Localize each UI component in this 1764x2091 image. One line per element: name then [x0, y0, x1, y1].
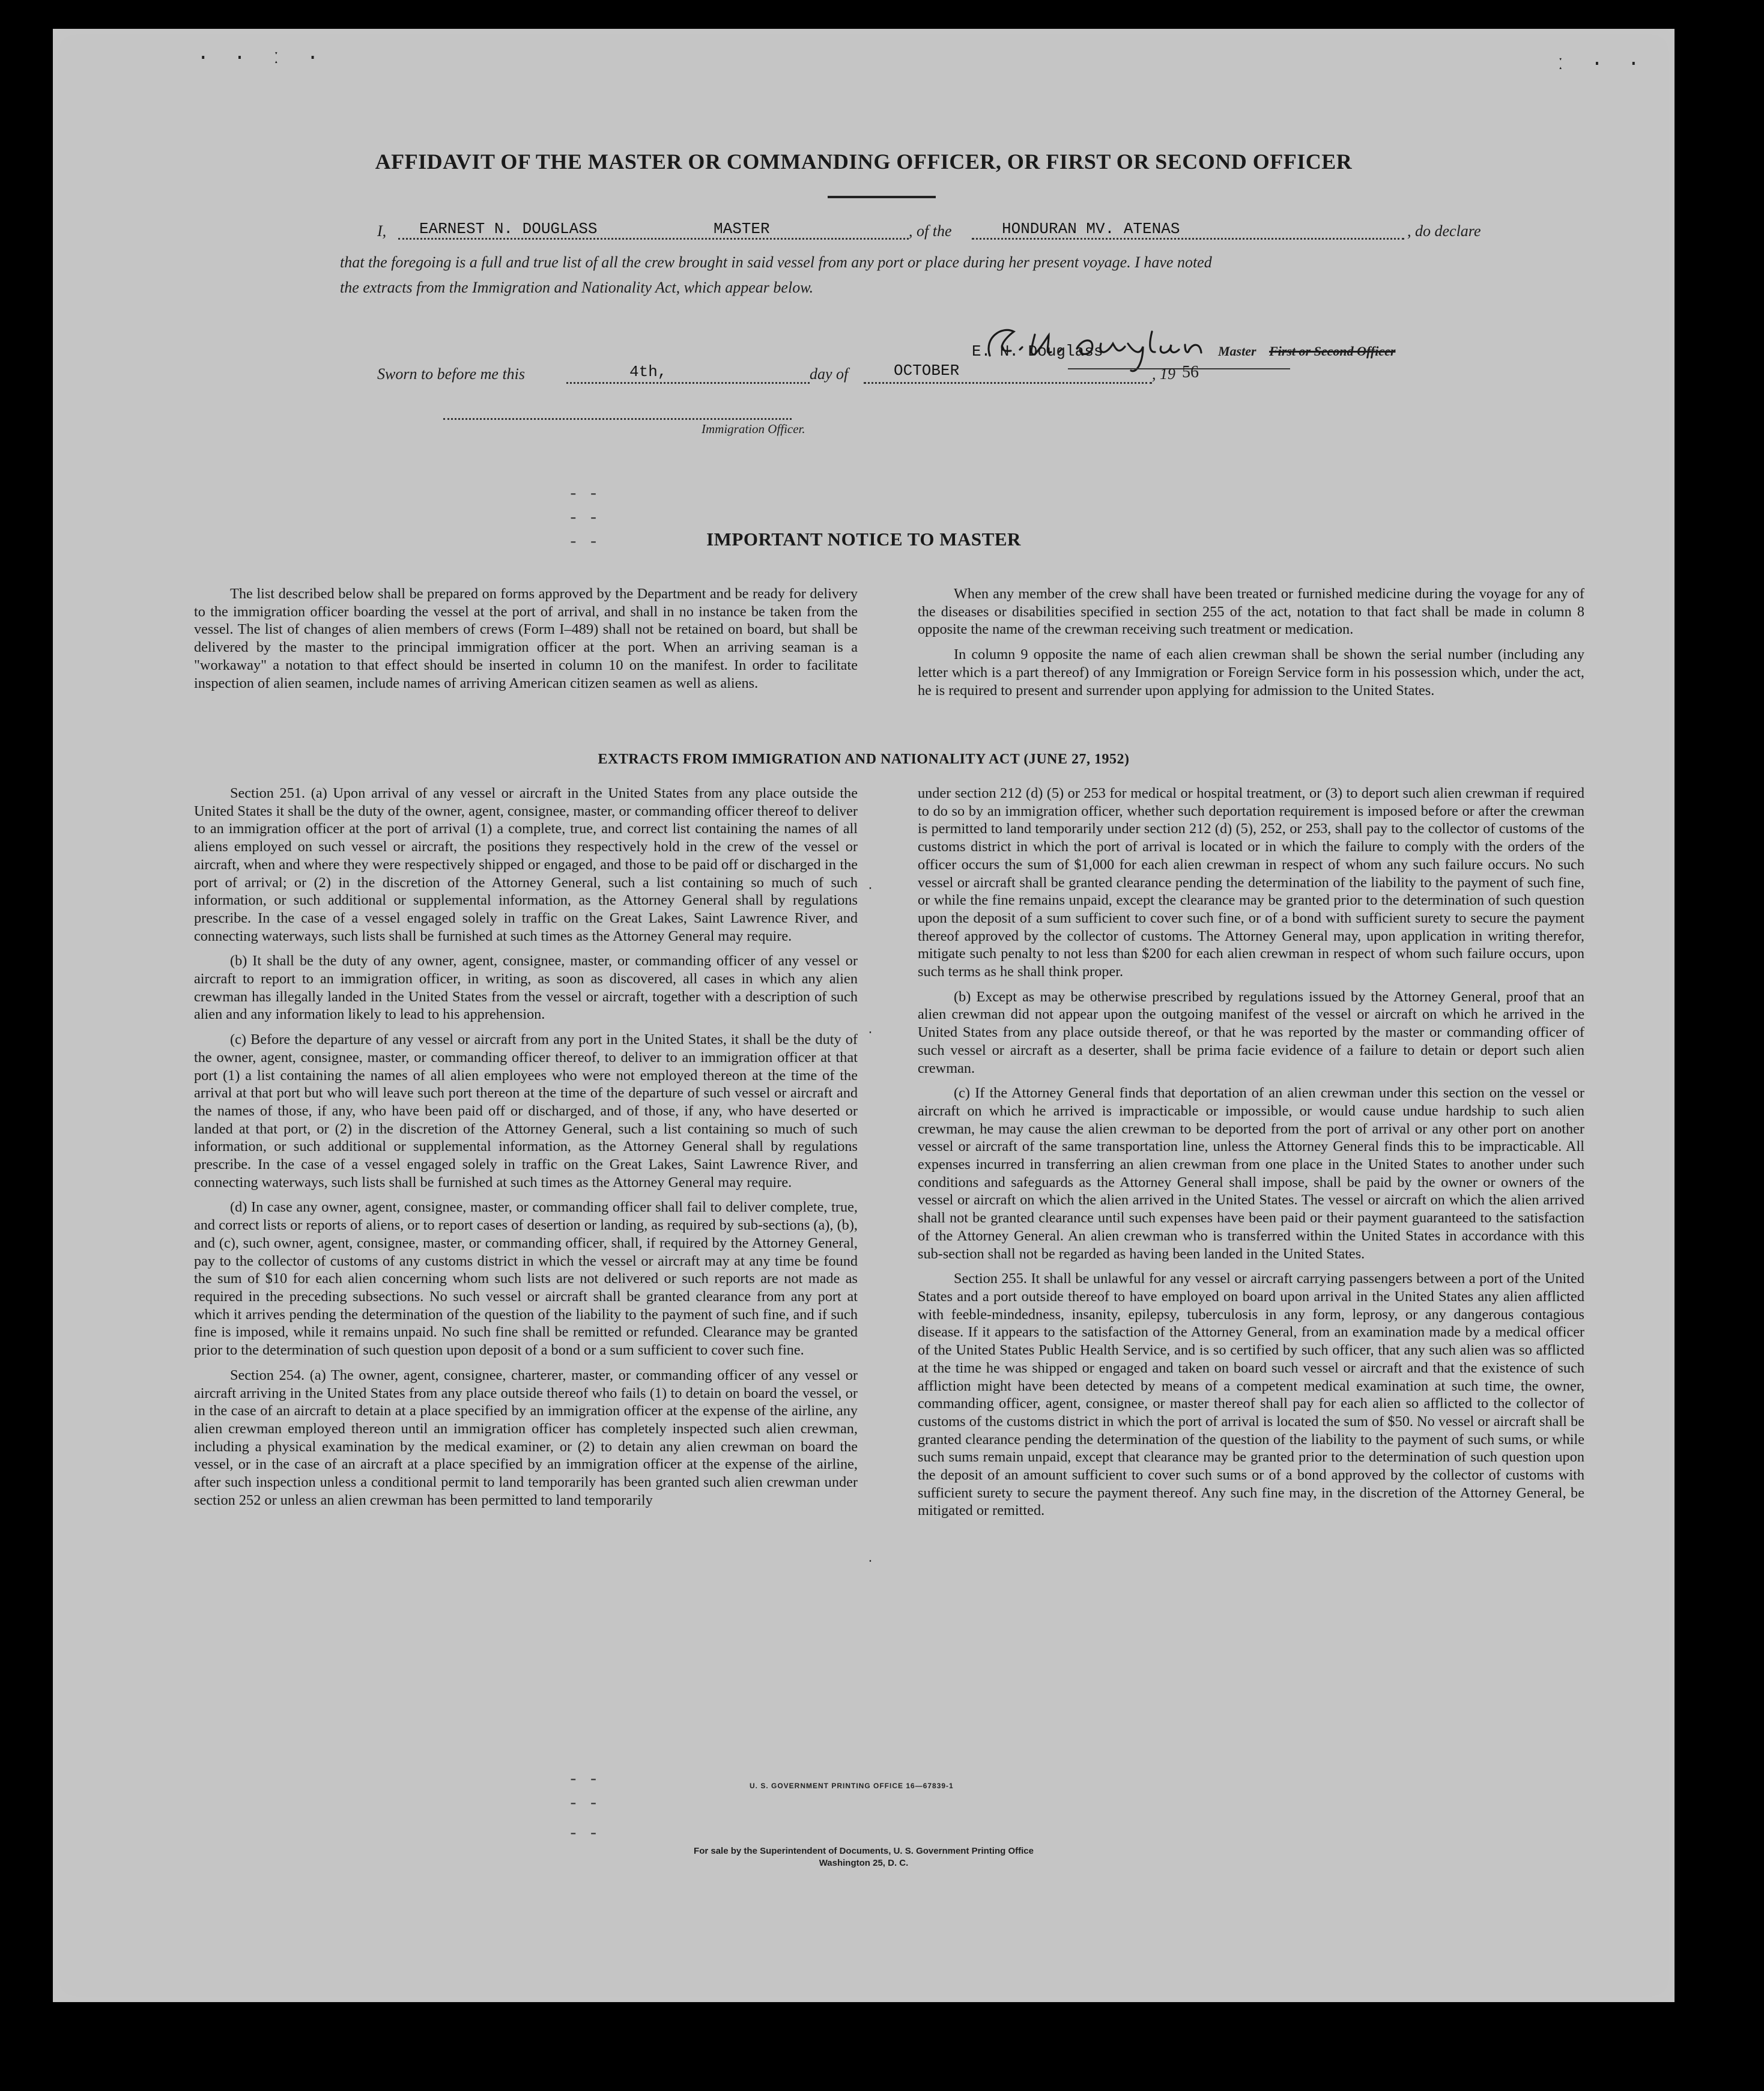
margin-mark: - - [568, 1771, 599, 1789]
extract-paragraph: (d) In case any owner, agent, consignee, master, or commanding officer shall fail to deliver complete, true, and correct lists or reports of aliens, or to report cases of desertion or landing, as required by sub-sections (a), (b), and (c), such owner, agent, consignee, master, or commanding officer, shall, if required by the Attorney General, pay to the collector of customs of any customs district in which the vessel or aircraft may at any time be found the sum of $10 for each alien concerning whom such lists are not delivered or such reports are not made as required in the preceding subsections. No such vessel or aircraft shall be granted clearance from any port at which it arrives pending the determination of the question of the liability to the payment of such fine, and if such fine is imposed, while it remains unpaid. No such fine shall be remitted or refunded. Clearance may be granted prior to the determination of such question upon deposit of a bond or a sum sufficient to cover such fine. [194, 1199, 858, 1359]
of-the-label: , of the [909, 222, 952, 240]
name-rule [398, 238, 909, 240]
month-rule [864, 382, 1152, 384]
declaration-line-1: that the foregoing is a full and true list of all the crew brought in said vessel from any port or place during her present voyage. I have noted [340, 253, 1212, 271]
scan-specks: · · ː · [197, 47, 325, 70]
signature-title-struck: First or Second Officer [1269, 344, 1396, 359]
typed-signature-name: E. N. Douglass [972, 342, 1103, 360]
printing-office-line: U. S. GOVERNMENT PRINTING OFFICE 16—67839-1 [750, 1782, 954, 1790]
day-rule [566, 382, 810, 384]
column-dot: · [867, 1555, 874, 1568]
notice-paragraph: In column 9 opposite the name of each alien crewman shall be shown the serial number (including any letter which is a part thereof) of any Immigration or Foreign Service form in his possession which, under the act, he is required to present and surrender upon applying for admission to the United States. [918, 646, 1584, 699]
column-dot: · [867, 882, 874, 896]
extract-paragraph: (b) It shall be the duty of any owner, agent, consignee, master, or commanding officer of any vessel or aircraft to report to an immigration officer, in writing, as soon as discovered, all cases in which any alien crewman has illegally landed in the United States from the vessel or aircraft, together with a description of such alien and any information likely to lead to his apprehension. [194, 953, 858, 1023]
extract-paragraph: (c) If the Attorney General finds that deportation of an alien crewman under this section on the vessel or aircraft on which he arrived is impracticable or impossible, or would cause undue hardship to such alien crewman, he may cause the alien crewman to be deported from the port of arrival or any other port on another vessel or aircraft of the same transportation line, unless the Attorney General finds this to be impracticable. All expenses incurred in transferring an alien crewman from one place in the United States to another under such conditions and safeguards as the Attorney General shall impose, shall be paid by the owner or owners of the vessel or aircraft on which the alien arrived in the United States. The vessel or aircraft on which the alien arrived shall not be granted clearance until such expenses have been paid or their payment guaranteed to the satisfaction of the Attorney General. An alien crewman who is transferred within the United States in accordance with this sub-section shall not be regarded as having been landed in the United States. [918, 1085, 1584, 1262]
document-sheet [53, 29, 1675, 2002]
notice-left-column [194, 585, 858, 699]
extract-paragraph: Section 251. (a) Upon arrival of any vessel or aircraft in the United States from any place outside the United States it shall be the duty of the owner, agent, consignee, master, or commanding officer thereof to deliver to an immigration officer at the port of arrival (1) a complete, true, and correct list containing the names of all aliens employed on such vessel or aircraft, the positions they respectively hold in the crew of the vessel or aircraft, when and where they were respectively shipped or engaged, and those to be paid off or discharged in the port of arrival; or (2) in the discretion of the Attorney General, such a list containing so much of such information, or such additional or supplemental information, as the Attorney General shall by regulations prescribe. In the case of a vessel engaged solely in traffic on the Great Lakes, Saint Lawrence River, and connecting waterways, such lists shall be furnished at such times as the Attorney General may require. [194, 785, 858, 944]
extract-paragraph-continued: under section 212 (d) (5) or 253 for medical or hospital treatment, or (3) to deport such alien crewman if required to do so by an immigration officer, whether such deportation requirement is imposed before or after the crewman is permitted to land temporarily under section 212 (d) (5), 252, or 253, shall pay to the collector of customs of the customs district in which the port of arrival is located or in which the failure to comply with the orders of the officer occurs the sum of $1,000 for each alien crewman in respect of whom any such failure occurs. No such vessel or aircraft shall be granted clearance pending the determination of the liability to the payment of such fine, or while the fine remains unpaid, except the clearance may be granted prior to the determination of such question upon the deposit of a sum sufficient to cover such fine, or of a bond with sufficient surety to secure the payment thereof approved by the collector of customs. The Attorney General may, upon application in writing therefor, mitigate such penalty to not less than $200 for each alien crewman in respect of whom such failure occurs, upon such terms as he shall think proper. [918, 785, 1584, 980]
extracts-title: EXTRACTS FROM IMMIGRATION AND NATIONALITY ACT (JUNE 27, 1952) [598, 751, 1130, 767]
year-prefix: , 19 [1152, 365, 1175, 383]
declarant-prefix: I, [377, 222, 387, 240]
declarant-rank: MASTER [714, 220, 770, 238]
officer-signature-rule [443, 418, 792, 420]
signature-title: Master [1218, 344, 1256, 359]
margin-mark: - - [568, 509, 599, 528]
notice-title: IMPORTANT NOTICE TO MASTER [706, 529, 1021, 550]
scan-specks: ː · · [1554, 53, 1646, 76]
declarant-name: EARNEST N. DOUGLASS [419, 220, 598, 238]
extracts-right-column [918, 785, 1584, 1527]
sworn-day: 4th, [629, 363, 667, 381]
title-divider [828, 196, 936, 198]
sale-notice-line-1: For sale by the Superintendent of Documents, U. S. Government Printing Office [694, 1846, 1034, 1856]
margin-mark: - - [568, 533, 599, 552]
extract-paragraph: Section 254. (a) The owner, agent, consignee, charterer, master, or commanding officer of any vessel or aircraft arriving in the United States from any place outside thereof who fails (1) to detain on board the vessel, or in the case of an aircraft to detain at a place specified by an immigration officer at the expense of the airline, any alien crewman employed thereon until an immigration officer has completely inspected such alien crewman, including a physical examination by the medical examiner, or (2) to detain any alien crewman on board the vessel, or in the case of an aircraft at a place specified by an immigration officer at the expense of the airline, after such inspection unless a conditional permit to land temporarily has been granted such alien crewman under section 252 or unless an alien crewman has been permitted to land temporarily [194, 1367, 858, 1508]
do-declare-label: , do declare [1407, 222, 1481, 240]
column-dot: · [867, 1026, 874, 1040]
notice-paragraph: The list described below shall be prepared on forms approved by the Department and be ready for delivery to the immigration officer boarding the vessel at the port of arrival, and shall in no instance be taken from the vessel. The list of changes of alien members of crews (Form I–489) shall not be retained on board, but shall be delivered by the master to the principal immigration officer at the port. When an arriving seaman is a "workaway" a notation to that effect should be inserted in column 10 on the manifest. In order to facilitate inspection of alien seamen, include names of arriving American citizen seamen as well as aliens. [194, 586, 858, 691]
margin-mark: - - [568, 1825, 599, 1844]
notice-paragraph: When any member of the crew shall have been treated or furnished medicine during the voyage for any of the diseases or disabilities specified in section 255 of the act, notation to that fact shall be made in column 8 opposite the name of the crewman receiving such treatment or medication. [918, 586, 1584, 638]
affidavit-title: AFFIDAVIT OF THE MASTER OR COMMANDING OFFICER, OR FIRST OR SECOND OFFICER [375, 150, 1353, 174]
sale-notice-line-2: Washington 25, D. C. [819, 1858, 909, 1868]
margin-mark: - - [568, 485, 599, 504]
sworn-month: OCTOBER [894, 362, 960, 380]
immigration-officer-label: Immigration Officer. [702, 422, 805, 436]
vessel-rule [972, 238, 1404, 240]
sworn-label: Sworn to before me this [377, 365, 526, 383]
margin-mark: - - [568, 1795, 599, 1813]
notice-right-column [918, 585, 1584, 706]
sworn-year: 56 [1182, 363, 1199, 381]
declaration-line-2: the extracts from the Immigration and Nationality Act, which appear below. [340, 279, 814, 296]
day-of-label: day of [810, 365, 849, 383]
extract-paragraph: (b) Except as may be otherwise prescribed by regulations issued by the Attorney General, proof that an alien crewman did not appear upon the outgoing manifest of the vessel or aircraft on which he arrived in the United States from any place outside thereof, or that he was reported by the master or commanding officer of such vessel or aircraft as a deserter, shall be prima facie evidence of a failure to detain or deport such alien crewman. [918, 988, 1584, 1076]
vessel-name: HONDURAN MV. ATENAS [1002, 220, 1180, 238]
extracts-left-column [194, 785, 858, 1516]
extract-paragraph: Section 255. It shall be unlawful for any vessel or aircraft carrying passengers between a port of the United States and a port outside thereof to have employed on board upon arrival in the United States any alien afflicted with feeble-mindedness, insanity, epilepsy, tuberculosis in any form, leprosy, or any dangerous contagious disease. If it appears to the satisfaction of the Attorney General, from an examination made by a medical officer of the United States Public Health Service, and is so certified by such officer, that any such alien was so afflicted at the time he was shipped or engaged and taken on board such vessel or aircraft and that the existence of such affliction might have been detected by means of a competent medical examination at such time, the owner, commanding officer, agent, consignee, or master thereof shall pay for each alien so afflicted to the collector of customs of the customs district in which the port of arrival is located the sum of $50. No vessel or aircraft shall be granted clearance pending the determination of the question of the liability to the payment of such sums, or while such sums remain unpaid, except that clearance may be granted prior to the determination of such question upon the deposit of an amount sufficient to cover such sums or of a bond approved by the collector of customs with sufficient surety to secure the payment thereof. Any such fine may, in the discretion of the Attorney General, be mitigated or remitted. [918, 1270, 1584, 1519]
extract-paragraph: (c) Before the departure of any vessel or aircraft from any port in the United States, it shall be the duty of the owner, agent, consignee, master, or commanding officer thereof, to deliver to an immigration officer at that port (1) a list containing the names of all alien employees who were not employed thereon at the time of the arrival at that port but who will leave such port thereon at the time of the departure of such vessel or aircraft and the names of those, if any, who have been paid off or discharged, and of those, if any, who have deserted or landed at that port, or (2) in the discretion of the Attorney General, such a list containing so much of such information, or such additional or supplemental information, as the Attorney General shall by regulations prescribe. In the case of a vessel engaged solely in traffic on the Great Lakes, Saint Lawrence River, and connecting waterways, such lists shall be furnished at such times as the Attorney General may require. [194, 1031, 858, 1191]
